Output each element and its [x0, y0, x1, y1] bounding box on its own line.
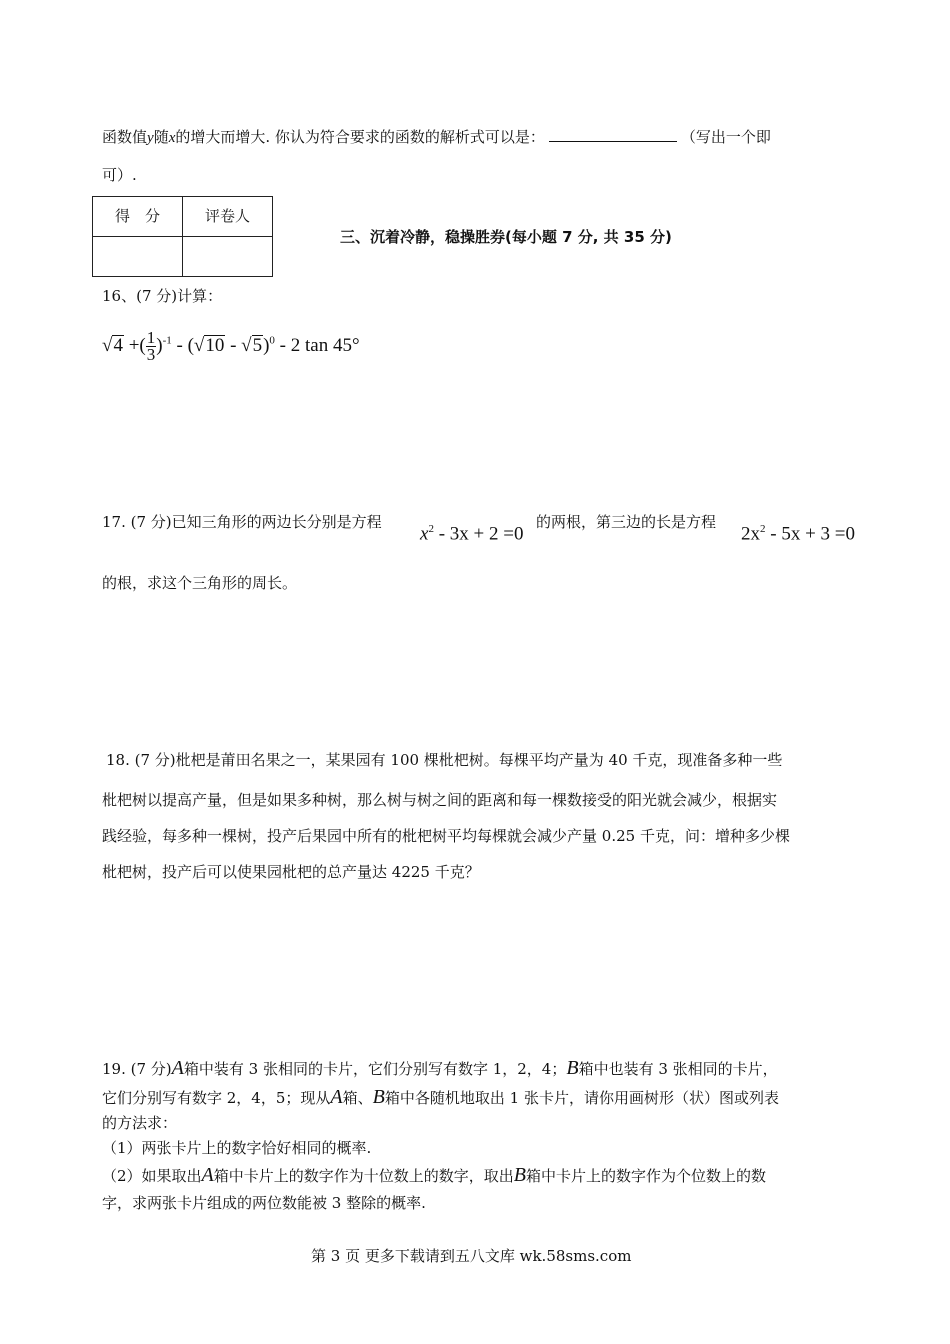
score-header: 得 分	[93, 197, 183, 237]
var-y: y	[147, 130, 154, 146]
sqrt-sign: √	[102, 334, 113, 356]
q18-line-2: 枇杷树以提高产量，但是如果多种树，那么树与树之间的距离和每一棵数接受的阳光就会减少，根据实	[102, 791, 778, 809]
q18-line-1: 18. (7 分)枇杷是莆田名果之一，某果园有 100 棵枇杷树。每棵平均产量为 40 千克，现准备多种一些	[106, 751, 783, 769]
sqrt-sign: √	[241, 334, 252, 356]
q19-line-4: （1）两张卡片上的数字恰好相同的概率.	[102, 1139, 372, 1157]
section-title: 三、沉着冷静，稳操胜券(每小题 7 分, 共 35 分)	[340, 228, 672, 246]
page-footer: 第 3 页 更多下载请到五八文库 wk.58sms.com	[311, 1247, 632, 1265]
q18-line-4: 枇杷树，投产后可以使果园枇杷的总产量达 4225 千克？	[102, 863, 480, 881]
q18-line-3: 践经验，每多种一棵树，投产后果园中所有的枇杷树平均每棵就会减少产量 0.25 千克，问：增种多少棵	[102, 827, 790, 845]
q17-equation-1: $x^2 - 3x + 2 =0$	[420, 523, 524, 545]
q16-label: 16、(7 分)计算：	[102, 287, 223, 305]
score-cell[interactable]	[93, 237, 183, 277]
grader-header: 评卷人	[183, 197, 273, 237]
q17-equation-2: $2x^2 - 5x + 3 =0$	[741, 523, 856, 545]
q19-line-6: 字，求两张卡片组成的两位数能被 3 整除的概率.	[102, 1194, 426, 1212]
q17-text-b: 的两根，第三边的长是方程	[536, 513, 717, 531]
var-x: x	[168, 130, 176, 146]
answer-blank[interactable]	[549, 126, 677, 142]
q19-line-3: 的方法求：	[102, 1114, 178, 1132]
grader-cell[interactable]	[183, 237, 273, 277]
q19-line-2: 它们分别写有数字 2，4，5；现从A箱、B箱中各随机地取出 1 张卡片，请你用画树形（状）图或列表	[102, 1086, 779, 1108]
fraction-one-third: $\frac{1}{3}$	[146, 328, 156, 364]
score-table	[92, 196, 273, 277]
q17-text-a: 17. (7 分)已知三角形的两边长分别是方程	[102, 513, 382, 531]
q19-line-5: （2）如果取出A箱中卡片上的数字作为十位数上的数字，取出B箱中卡片上的数字作为个位数上的数	[102, 1164, 767, 1186]
sqrt-sign: √	[193, 334, 205, 356]
q17-line-2: 的根，求这个三角形的周长。	[102, 574, 298, 592]
intro-line-2: 可）.	[102, 166, 137, 184]
q16-expression: √4 +( $\frac{1}{3}$ )$^{-1}$ - (√10 - √5)$^0$ - 2 tan 45°	[102, 328, 360, 364]
q19-line-1: 19. (7 分)A箱中装有 3 张相同的卡片，它们分别写有数字 1，2，4；B箱中也装有 3 张相同的卡片，	[102, 1057, 778, 1079]
intro-line-1: 函数值y随x的增大而增大. 你认为符合要求的函数的解析式可以是： （写出一个即	[102, 128, 771, 146]
